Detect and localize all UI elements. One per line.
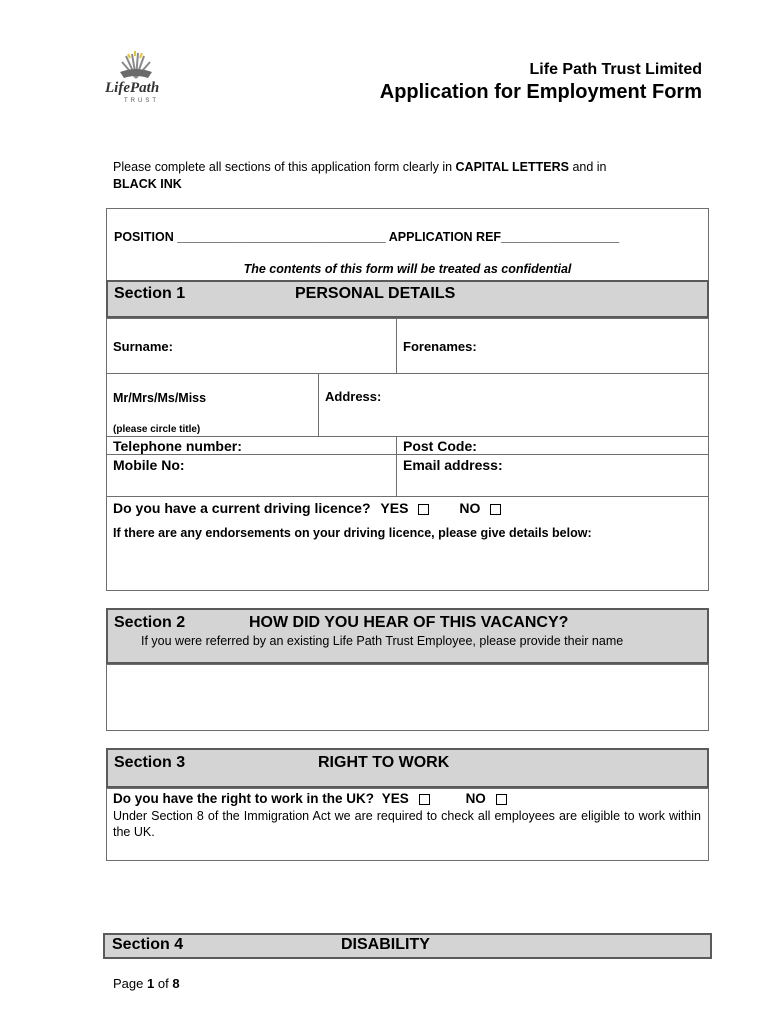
divider (106, 454, 709, 455)
divider (106, 373, 709, 374)
licence-no-checkbox[interactable] (490, 504, 501, 515)
email-field[interactable]: Email address: (403, 457, 503, 473)
surname-field[interactable]: Surname: (113, 339, 173, 354)
address-field[interactable]: Address: (325, 389, 382, 404)
section1-title: PERSONAL DETAILS (295, 285, 456, 302)
divider (318, 373, 319, 436)
position-application-ref-field[interactable]: POSITION ______________________________ APPLICATION REF_________________ (114, 230, 620, 244)
section4-title: DISABILITY (341, 936, 430, 953)
section2-subtitle: If you were referred by an existing Life Path Trust Employee, please provide their name (141, 634, 624, 648)
section2-number: Section 2 (114, 614, 186, 631)
section2-title: HOW DID YOU HEAR OF THIS VACANCY? (249, 614, 569, 631)
right-to-work-question: Do you have the right to work in the UK? YES NO (113, 791, 507, 806)
driving-licence-question: Do you have a current driving licence? YES NO (113, 500, 501, 516)
intro-instructions: Please complete all sections of this application form clearly in CAPITAL LETTERS and in BLACK INK (113, 160, 607, 191)
title-field[interactable]: Mr/Mrs/Ms/Miss (113, 391, 207, 405)
section3-number: Section 3 (114, 754, 186, 771)
divider (396, 318, 397, 373)
divider (106, 496, 709, 497)
telephone-field[interactable]: Telephone number: (113, 438, 242, 454)
circle-title-note: (please circle title) (113, 424, 201, 435)
immigration-act-note: Under Section 8 of the Immigration Act we are required to check all employees are eligible to work within the UK. (113, 809, 701, 839)
organization-name: Life Path Trust Limited (529, 61, 702, 78)
divider (106, 436, 709, 437)
section4-number: Section 4 (112, 936, 184, 953)
section1-number: Section 1 (114, 285, 186, 302)
divider (396, 436, 397, 496)
forenames-field[interactable]: Forenames: (403, 339, 477, 354)
section3-title: RIGHT TO WORK (318, 754, 450, 771)
referrer-name-area[interactable] (106, 664, 709, 731)
rtw-yes-checkbox[interactable] (419, 794, 430, 805)
confidential-note: The contents of this form will be treated as confidential (243, 262, 572, 276)
logo-wordmark: LifePath (105, 80, 160, 96)
postcode-field[interactable]: Post Code: (403, 438, 477, 454)
licence-yes-checkbox[interactable] (418, 504, 429, 515)
endorsements-note[interactable]: If there are any endorsements on your driving licence, please give details below: (113, 526, 592, 540)
rtw-no-checkbox[interactable] (496, 794, 507, 805)
logo-subtext: TRUST (124, 98, 159, 104)
page-number: Page 1 of 8 (113, 976, 180, 991)
form-title: Application for Employment Form (379, 81, 702, 103)
mobile-field[interactable]: Mobile No: (113, 457, 185, 473)
